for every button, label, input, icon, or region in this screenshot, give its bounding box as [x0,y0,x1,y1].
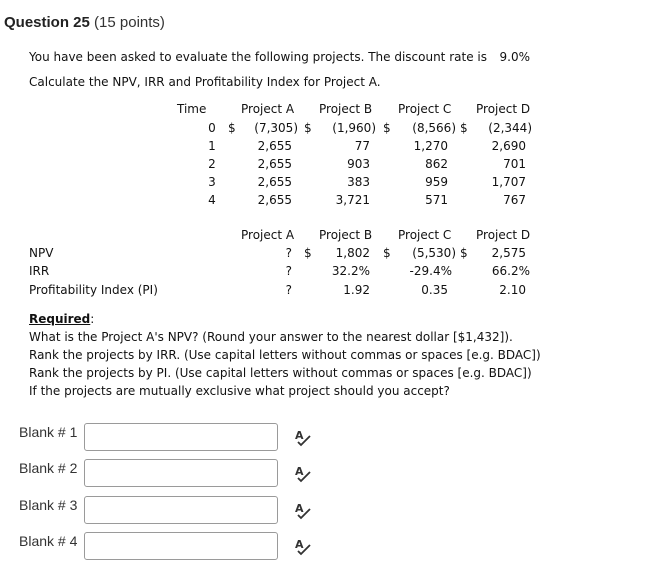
intro-line-2: Calculate the NPV, IRR and Profitability Index for Project A. [29,75,381,89]
cf-currency: $ [383,121,391,135]
cf-cell-b: 3,721 [335,193,370,207]
cf-cell-a: 2,655 [257,139,292,153]
blank-2-input[interactable] [84,459,278,487]
svg-text:A: A [295,502,304,515]
cf-cell-c: (8,566) [412,121,456,135]
cf-cell-d: 767 [503,193,526,207]
svg-text:A: A [295,538,304,551]
cf-currency: $ [460,121,468,135]
pi-b: 1.92 [343,283,370,297]
npv-currency: $ [460,246,468,260]
blank-2-label: Blank # 2 [19,460,78,476]
time-header: Time [177,102,207,116]
blank-4-label: Blank # 4 [19,533,78,549]
blank-3-input[interactable] [84,496,278,524]
question-points: (15 points) [94,14,165,31]
res-header-c: Project C [398,228,452,242]
pi-label: Profitability Index (PI) [29,283,158,297]
svg-text:A: A [295,429,304,442]
cf-time: 3 [208,175,216,189]
irr-a: ? [285,264,292,278]
cf-cell-a: 2,655 [257,157,292,171]
pi-c: 0.35 [421,283,448,297]
blank-4-input[interactable] [84,532,278,560]
cf-cell-c: 959 [425,175,448,189]
npv-c: (5,530) [412,246,456,260]
question-title [4,14,165,31]
cf-header-d: Project D [476,102,531,116]
required-colon: : [90,312,95,326]
cf-currency: $ [304,121,312,135]
cf-time: 2 [208,157,216,171]
intro-line-1: You have been asked to evaluate the following projects. The discount rate is [29,50,487,64]
pi-d: 2.10 [499,283,526,297]
npv-currency: $ [304,246,312,260]
required-heading [29,312,94,326]
res-header-a: Project A [241,228,295,242]
pi-a: ? [285,283,292,297]
cf-cell-c: 571 [425,193,448,207]
cf-time: 0 [208,121,216,135]
cf-header-b: Project B [319,102,373,116]
cf-cell-a: 2,655 [257,175,292,189]
cf-cell-b: 903 [347,157,370,171]
res-header-d: Project D [476,228,531,242]
required-line-4: If the projects are mutually exclusive what project should you accept? [29,384,450,398]
irr-label: IRR [29,264,50,278]
cf-cell-a: (7,305) [254,121,298,135]
spell-check-icon[interactable] [292,427,314,449]
cf-time: 4 [208,193,216,207]
irr-d: 66.2% [491,264,530,278]
blank-1-input[interactable] [84,423,278,451]
cf-cell-b: (1,960) [332,121,376,135]
cf-cell-d: 1,707 [491,175,526,189]
cf-time: 1 [208,139,216,153]
blank-3-label: Blank # 3 [19,497,78,513]
discount-rate: 9.0% [499,50,530,64]
irr-c: -29.4% [409,264,452,278]
cf-cell-d: (2,344) [488,121,532,135]
npv-currency: $ [383,246,391,260]
npv-b: 1,802 [335,246,370,260]
irr-b: 32.2% [331,264,370,278]
cf-cell-b: 77 [354,139,370,153]
cf-header-a: Project A [241,102,295,116]
res-header-b: Project B [319,228,373,242]
cf-cell-a: 2,655 [257,193,292,207]
cf-cell-c: 1,270 [413,139,448,153]
spell-check-icon[interactable] [292,463,314,485]
cf-cell-d: 701 [503,157,526,171]
spell-check-icon[interactable] [292,500,314,522]
cf-currency: $ [228,121,236,135]
npv-a: ? [285,246,292,260]
cf-cell-d: 2,690 [491,139,526,153]
spell-check-icon[interactable] [292,536,314,558]
npv-d: 2,575 [491,246,526,260]
required-line-2: Rank the projects by IRR. (Use capital letters without commas or spaces [e.g. BDAC]) [29,348,541,362]
npv-label: NPV [29,246,54,260]
required-line-3: Rank the projects by PI. (Use capital letters without commas or spaces [e.g. BDAC]) [29,366,532,380]
cf-cell-b: 383 [347,175,370,189]
svg-text:A: A [295,465,304,478]
required-line-1: What is the Project A's NPV? (Round your answer to the nearest dollar [$1,432]). [29,330,513,344]
question-number: Question 25 [4,14,90,31]
cf-cell-c: 862 [425,157,448,171]
required-title: Required [29,312,91,326]
cf-header-c: Project C [398,102,452,116]
blank-1-label: Blank # 1 [19,424,78,440]
